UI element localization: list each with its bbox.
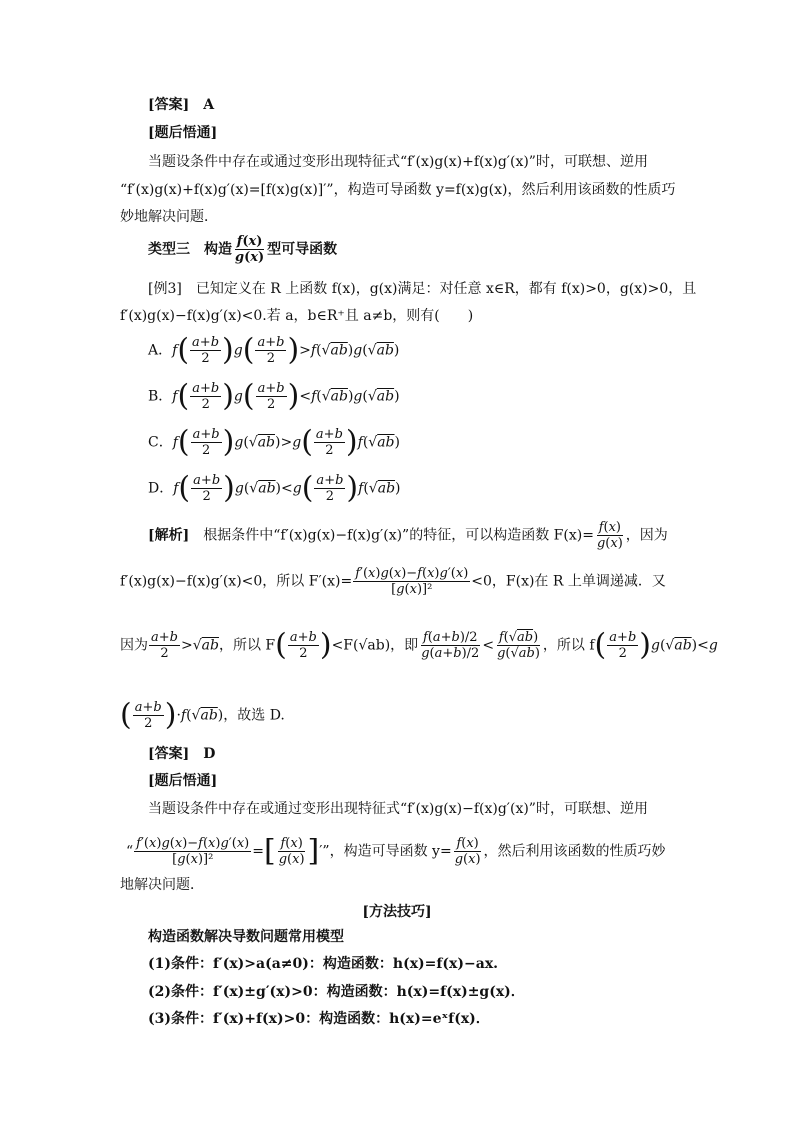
option-d-label: D．	[148, 480, 174, 497]
analysis-label: [解析]	[148, 527, 190, 544]
option-a: A．f( $\frac{a+b}{2}$ )g( $\frac{a+b}{2}$ )>f(√ab)g(√ab)	[148, 332, 400, 368]
answer-label-d: [答案] D	[148, 746, 216, 762]
option-d: D．f( $\frac{a+b}{2}$ )g(√ab)<g( $\frac{a+b}{2}$ )f(√ab)	[148, 470, 401, 506]
type3-suffix: 型可导函数	[267, 241, 338, 258]
insight-2-line-2-c: ，然后利用该函数的性质巧妙	[483, 843, 666, 860]
analysis-line-4: ( $\frac{a+b}{2}$ )·f(√ab)，故选 D.	[120, 697, 285, 733]
analysis-line-3-c: <F(√ab)，即	[331, 637, 419, 654]
insight-title-2: [题后悟通]	[148, 773, 218, 789]
type3-prefix: 类型三 构造	[148, 241, 232, 258]
example3-line-1: [例3] 已知定义在 R 上函数 f(x)，g(x)满足：对任意 x∈R，都有 f(x)>0，g(x)>0，且	[148, 281, 697, 297]
analysis-line-3: 因为 $\frac{a+b}{2}$ >√ab，所以 F( $\frac{a+b}{2}$ )<F(√ab)，即 $\frac{f(a+b)/2}{g(a+b)/2}$ < $\frac{f(√ab)}{g(√ab)}$ ，所以 f( $\frac{a+b}{2}$ )g(√ab)<g	[120, 627, 718, 663]
analysis-line-3-b: ，所以 F	[218, 637, 276, 654]
analysis-line-3-d: ，所以 f	[542, 637, 595, 654]
insight-2-line-3: 地解决问题．	[120, 877, 204, 893]
model-title: 构造函数解决导数问题常用模型	[148, 929, 344, 945]
insight-1-line-3: 妙地解决问题．	[120, 209, 218, 225]
insight-2-line-1: 当题设条件中存在或通过变形出现特征式“f′(x)g(x)−f(x)g′(x)”时，可联想、逆用	[148, 801, 648, 817]
option-b: B．f( $\frac{a+b}{2}$ )g( $\frac{a+b}{2}$ )<f(√ab)g(√ab)	[148, 378, 400, 414]
analysis-line-1: [解析] 根据条件中“f′(x)g(x)−f(x)g′(x)”的特征，可以构造函数 F(x)= $\frac{f(x)}{g(x)}$ ，因为	[148, 520, 668, 551]
option-a-label: A．	[148, 342, 173, 359]
analysis-line-3-a: 因为	[120, 637, 148, 654]
fx-over-gx-fraction: $\frac{f(x)}{g(x)}$	[235, 234, 265, 265]
answer-label-a: [答案] A	[148, 97, 215, 113]
option-c: C．f( $\frac{a+b}{2}$ )g(√ab)>g( $\frac{a+b}{2}$ )f(√ab)	[148, 424, 400, 460]
analysis-line-2-tail: <0，F(x)在 R 上单调递减．又	[471, 573, 666, 590]
insight-title-1: [题后悟通]	[148, 125, 218, 141]
analysis-line-2: f′(x)g(x)−f(x)g′(x)<0，所以 F′(x)= $\frac{f'(x)g(x)-f(x)g'(x)}{\text{[g(x)]²}}$ <0，F(x)在 R 上单调递减．又	[120, 566, 666, 597]
analysis-line-1-tail: ，因为	[625, 527, 668, 544]
type3-heading	[148, 234, 337, 265]
analysis-line-1-text: 根据条件中“f′(x)g(x)−f(x)g′(x)”的特征，可以构造函数 F(x)=	[203, 527, 594, 544]
method-heading: [方法技巧]	[362, 904, 432, 920]
option-c-label: C．	[148, 434, 173, 451]
analysis-line-4-tail: ，故选 D.	[223, 707, 285, 724]
option-b-label: B．	[148, 388, 173, 405]
model-1: (1)条件：f′(x)>a(a≠0)：构造函数：h(x)=f(x)−ax.	[148, 956, 499, 972]
analysis-line-2-text: f′(x)g(x)−f(x)g′(x)<0，所以 F′(x)=	[120, 573, 353, 590]
insight-1-line-2: “f′(x)g(x)+f(x)g′(x)=[f(x)g(x)]′”，构造可导函数 y=f(x)g(x)，然后利用该函数的性质巧	[120, 182, 676, 198]
insight-2-line-2-b: ′”，构造可导函数 y=	[319, 843, 452, 860]
example3-line-2: f′(x)g(x)−f(x)g′(x)<0.若 a，b∈R⁺且 a≠b，则有( )	[120, 308, 474, 324]
model-2: (2)条件：f′(x)±g′(x)>0：构造函数：h(x)=f(x)±g(x)．	[148, 984, 525, 1000]
insight-1-line-1: 当题设条件中存在或通过变形出现特征式“f′(x)g(x)+f(x)g′(x)”时，可联想、逆用	[148, 154, 648, 170]
insight-2-line-2: “ $\frac{f'(x)g(x)-f(x)g'(x)}{\text{[g(x)]²}}$ =[ $\frac{f(x)}{g(x)}$ ]′”，构造可导函数 y= $\frac{f(x)}{g(x)}$ ，然后利用该函数的性质巧妙	[126, 833, 666, 869]
model-3: (3)条件：f′(x)+f(x)>0：构造函数：h(x)=eˣf(x)．	[148, 1011, 490, 1027]
